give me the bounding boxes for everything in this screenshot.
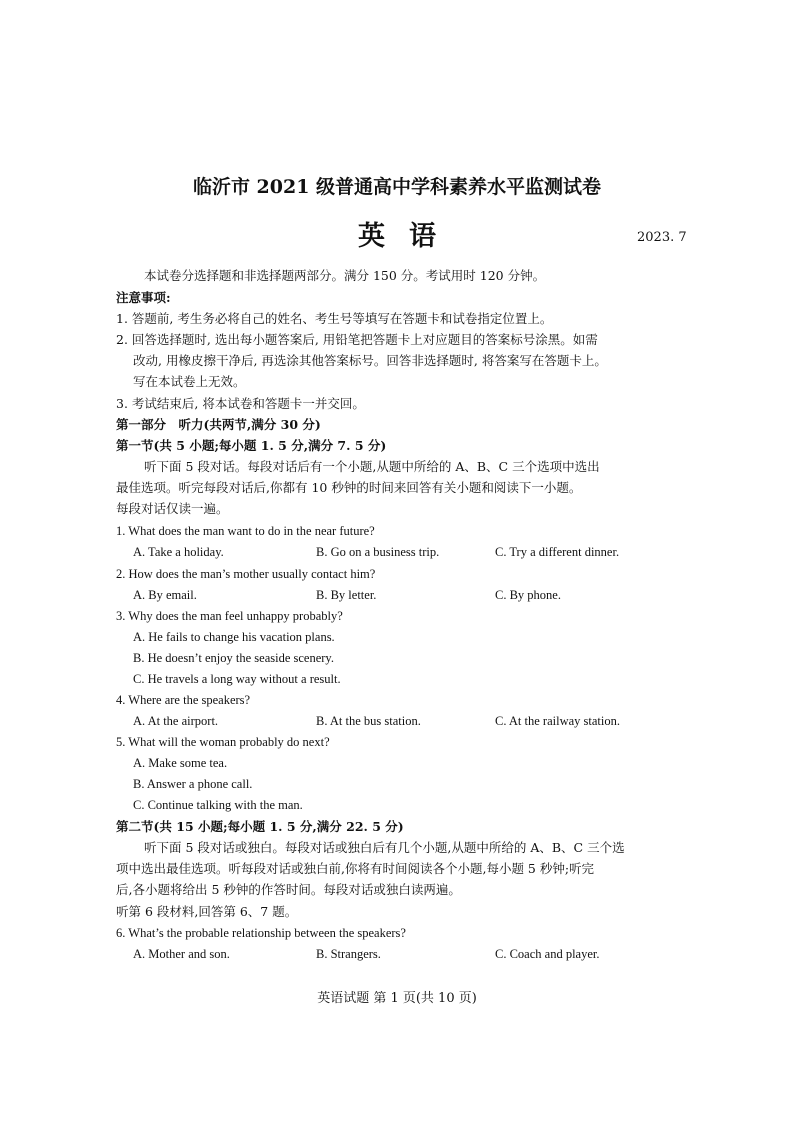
option-c: C. Try a different dinner.: [495, 545, 620, 559]
section1-instruction: 听下面 5 段对话。每段对话后有一个小题,从题中所给的 A、B、C 三个选项中选出: [144, 459, 600, 474]
option-c: C. By phone.: [495, 588, 561, 602]
option-c: C. Coach and player.: [495, 947, 600, 961]
option-a: A. By email.: [133, 588, 197, 602]
section2-instruction: 项中选出最佳选项。听每段对话或独白前,你将有时间阅读各个小题,每小题 5 秒钟;听完: [116, 861, 595, 876]
option-a: A. Make some tea.: [133, 756, 228, 770]
question-stem: 3. Why does the man feel unhappy probably?: [116, 609, 343, 623]
note-item: 写在本试卷上无效。: [133, 374, 246, 389]
question-stem: 1. What does the man want to do in the near future?: [116, 524, 375, 538]
option-b: B. Strangers.: [316, 947, 381, 961]
option-b: B. Go on a business trip.: [316, 545, 440, 559]
option-a: A. Take a holiday.: [133, 545, 224, 559]
section2-instruction: 后,各小题将给出 5 秒钟的作答时间。每段对话或独白读两遍。: [116, 882, 461, 897]
notes-heading: 注意事项:: [116, 290, 171, 305]
option-b: B. He doesn’t enjoy the seaside scenery.: [133, 651, 334, 665]
section1-heading: 第一节(共 5 小题;每小题 1. 5 分,满分 7. 5 分): [116, 438, 387, 453]
option-b: B. At the bus station.: [316, 714, 421, 728]
question-stem: 4. Where are the speakers?: [116, 693, 251, 707]
page-footer: 英语试题 第 1 页(共 10 页): [317, 991, 477, 1006]
option-b: B. By letter.: [316, 588, 377, 602]
option-a: A. Mother and son.: [133, 947, 230, 961]
note-item: 3. 考试结束后, 将本试卷和答题卡一并交回。: [116, 396, 365, 411]
exam-title: 临沂市 2021 级普通高中学科素养水平监测试卷: [192, 176, 602, 198]
exam-date: 2023. 7: [637, 230, 687, 245]
note-item: 1. 答题前, 考生务必将自己的姓名、考生号等填写在答题卡和试卷指定位置上。: [116, 311, 553, 326]
section1-instruction: 每段对话仅读一遍。: [116, 501, 229, 516]
option-c: C. Continue talking with the man.: [133, 798, 303, 812]
note-item: 2. 回答选择题时, 选出每小题答案后, 用铅笔把答题卡上对应题目的答案标号涂黑。如需: [116, 332, 598, 347]
section2-instruction: 听下面 5 段对话或独白。每段对话或独白后有几个小题,从题中所给的 A、B、C 三个选: [144, 840, 625, 855]
note-item: 改动, 用橡皮擦干净后, 再选涂其他答案标号。回答非选择题时, 将答案写在答题卡上。: [133, 353, 607, 368]
option-a: A. He fails to change his vacation plans.: [133, 630, 335, 644]
question-stem: 2. How does the man’s mother usually contact him?: [116, 567, 376, 581]
question-stem: 6. What’s the probable relationship between the speakers?: [116, 926, 406, 940]
question-stem: 5. What will the woman probably do next?: [116, 735, 330, 749]
material-instruction: 听第 6 段材料,回答第 6、7 题。: [116, 904, 298, 919]
subject-title: 英语: [358, 221, 460, 252]
option-b: B. Answer a phone call.: [133, 777, 253, 791]
part1-heading: 第一部分 听力(共两节,满分 30 分): [116, 417, 321, 432]
option-c: C. At the railway station.: [495, 714, 620, 728]
intro-text: 本试卷分选择题和非选择题两部分。满分 150 分。考试用时 120 分钟。: [144, 268, 546, 283]
section2-heading: 第二节(共 15 小题;每小题 1. 5 分,满分 22. 5 分): [116, 819, 404, 834]
option-c: C. He travels a long way without a result.: [133, 672, 341, 686]
option-a: A. At the airport.: [133, 714, 219, 728]
section1-instruction: 最佳选项。听完每段对话后,你都有 10 秒钟的时间来回答有关小题和阅读下一小题。: [116, 480, 582, 495]
